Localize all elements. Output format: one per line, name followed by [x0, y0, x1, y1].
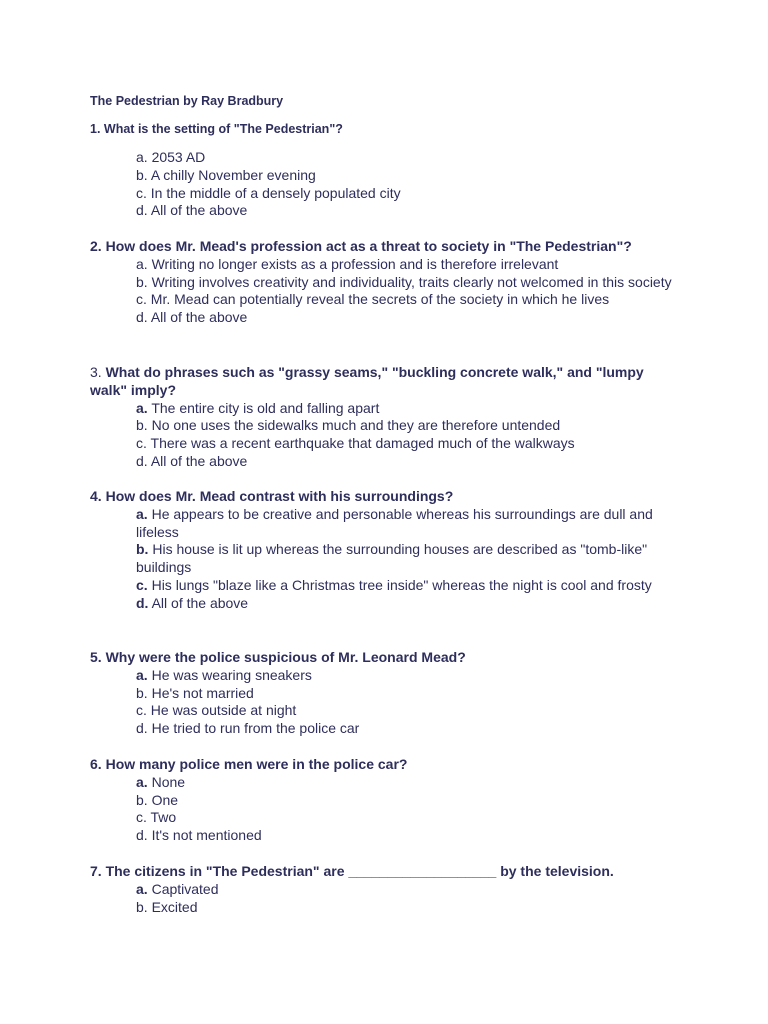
- answer-options: [136, 667, 680, 738]
- question-3: [90, 364, 680, 471]
- option-letter: a.: [136, 399, 148, 416]
- option-letter: d.: [136, 594, 149, 611]
- question-text: [90, 121, 680, 137]
- question-prompt: How many police men were in the police car?: [105, 756, 408, 772]
- question-6: [90, 756, 680, 845]
- answer-option: [136, 685, 680, 703]
- option-letter: b.: [136, 273, 148, 290]
- option-letter: b.: [136, 684, 148, 701]
- answer-option: [136, 881, 680, 899]
- option-text: It's not mentioned: [151, 827, 262, 844]
- option-text: He was wearing sneakers: [151, 666, 312, 683]
- answer-option: [136, 417, 680, 435]
- question-prompt: What do phrases such as "grassy seams," "buckling concrete walk," and "lumpy walk" imply?: [90, 364, 644, 398]
- question-prompt: Why were the police suspicious of Mr. Leonard Mead?: [105, 649, 466, 665]
- option-text: All of the above: [150, 452, 248, 469]
- question-prompt: The citizens in "The Pedestrian" are ___________________ by the television.: [105, 863, 614, 879]
- option-letter: d.: [136, 452, 148, 469]
- option-text: 2053 AD: [151, 149, 206, 165]
- option-text: Mr. Mead can potentially reveal the secrets of the society in which he lives: [150, 291, 610, 308]
- answer-option: [136, 185, 680, 203]
- question-number: 7.: [90, 863, 102, 879]
- option-letter: a.: [136, 255, 148, 272]
- answer-option: [136, 774, 680, 792]
- option-letter: a.: [136, 880, 148, 897]
- answer-option: [136, 400, 680, 418]
- question-number: 3.: [90, 364, 102, 380]
- answer-options: [136, 506, 680, 613]
- option-letter: b.: [136, 898, 148, 915]
- option-letter: c.: [136, 435, 147, 452]
- option-letter: a.: [136, 773, 148, 790]
- answer-options: [136, 256, 680, 327]
- answer-option: [136, 541, 680, 577]
- answer-option: [136, 309, 680, 327]
- answer-option: [136, 274, 680, 292]
- option-text: His lungs "blaze like a Christmas tree inside" whereas the night is cool and frosty: [151, 576, 652, 593]
- question-number: 6.: [90, 756, 102, 772]
- answer-option: [136, 453, 680, 471]
- answer-option: [136, 167, 680, 185]
- option-text: The entire city is old and falling apart: [151, 399, 380, 416]
- option-letter: c.: [136, 576, 148, 593]
- answer-options: [136, 881, 680, 917]
- question-number: 4.: [90, 488, 102, 504]
- option-letter: b.: [136, 791, 148, 808]
- answer-option: [136, 809, 680, 827]
- question-1: [90, 121, 680, 220]
- option-text: Two: [150, 809, 177, 826]
- option-text: He appears to be creative and personable whereas his surroundings are dull and lifeless: [136, 505, 653, 540]
- answer-option: [136, 792, 680, 810]
- option-letter: a.: [136, 666, 148, 683]
- question-text: [90, 756, 680, 774]
- option-text: No one uses the sidewalks much and they are therefore untended: [151, 417, 561, 434]
- option-text: He tried to run from the police car: [151, 720, 360, 737]
- option-letter: b.: [136, 541, 149, 558]
- answer-option: [136, 577, 680, 595]
- answer-option: [136, 291, 680, 309]
- answer-options: [136, 149, 680, 220]
- option-letter: d.: [136, 827, 148, 844]
- option-text: There was a recent earthquake that damaged much of the walkways: [150, 435, 575, 452]
- option-text: Captivated: [151, 880, 219, 897]
- answer-option: [136, 720, 680, 738]
- option-letter: c.: [136, 184, 147, 201]
- option-letter: d.: [136, 720, 148, 737]
- option-text: One: [151, 791, 179, 808]
- answer-option: [136, 702, 680, 720]
- option-text: All of the above: [150, 202, 248, 219]
- question-text: [90, 238, 680, 256]
- option-text: Excited: [151, 898, 198, 915]
- question-2: [90, 238, 680, 327]
- answer-options: [136, 774, 680, 845]
- answer-option: [136, 149, 680, 167]
- answer-option: [136, 667, 680, 685]
- option-text: A chilly November evening: [150, 166, 316, 183]
- option-letter: c.: [136, 291, 147, 308]
- option-text: Writing no longer exists as a profession and is therefore irrelevant: [151, 255, 559, 272]
- question-prompt: What is the setting of "The Pedestrian"?: [103, 122, 343, 136]
- question-prompt: How does Mr. Mead contrast with his surroundings?: [105, 488, 454, 504]
- option-letter: c.: [136, 809, 147, 826]
- option-text: In the middle of a densely populated city: [150, 184, 401, 201]
- option-letter: d.: [136, 309, 148, 326]
- question-5: [90, 649, 680, 738]
- option-letter: a.: [136, 505, 148, 522]
- option-letter: c.: [136, 702, 147, 719]
- option-text: None: [151, 773, 186, 790]
- answer-option: [136, 595, 680, 613]
- answer-option: [136, 256, 680, 274]
- answer-option: [136, 202, 680, 220]
- answer-option: [136, 827, 680, 845]
- answer-option: [136, 435, 680, 453]
- question-number: 2.: [90, 238, 102, 254]
- option-letter: d.: [136, 202, 148, 219]
- question-text: [90, 364, 680, 400]
- option-letter: b.: [136, 417, 148, 434]
- option-text: His house is lit up whereas the surrounding houses are described as "tomb-like" buildings: [136, 541, 648, 576]
- option-letter: b.: [136, 166, 148, 183]
- option-letter: a.: [136, 149, 148, 165]
- answer-option: [136, 506, 680, 542]
- question-7: [90, 863, 680, 916]
- question-text: [90, 488, 680, 506]
- question-number: 5.: [90, 649, 102, 665]
- answer-option: [136, 899, 680, 917]
- answer-options: [136, 400, 680, 471]
- question-text: [90, 863, 680, 881]
- option-text: He was outside at night: [150, 702, 297, 719]
- option-text: All of the above: [150, 309, 248, 326]
- question-number: 1.: [90, 122, 101, 136]
- option-text: He's not married: [151, 684, 254, 701]
- option-text: All of the above: [151, 594, 249, 611]
- question-text: [90, 649, 680, 667]
- option-text: Writing involves creativity and individuality, traits clearly not welcomed in this society: [151, 273, 672, 290]
- question-prompt: How does Mr. Mead's profession act as a threat to society in "The Pedestrian"?: [105, 238, 632, 254]
- document-title: The Pedestrian by Ray Bradbury: [90, 94, 284, 108]
- question-4: [90, 488, 680, 613]
